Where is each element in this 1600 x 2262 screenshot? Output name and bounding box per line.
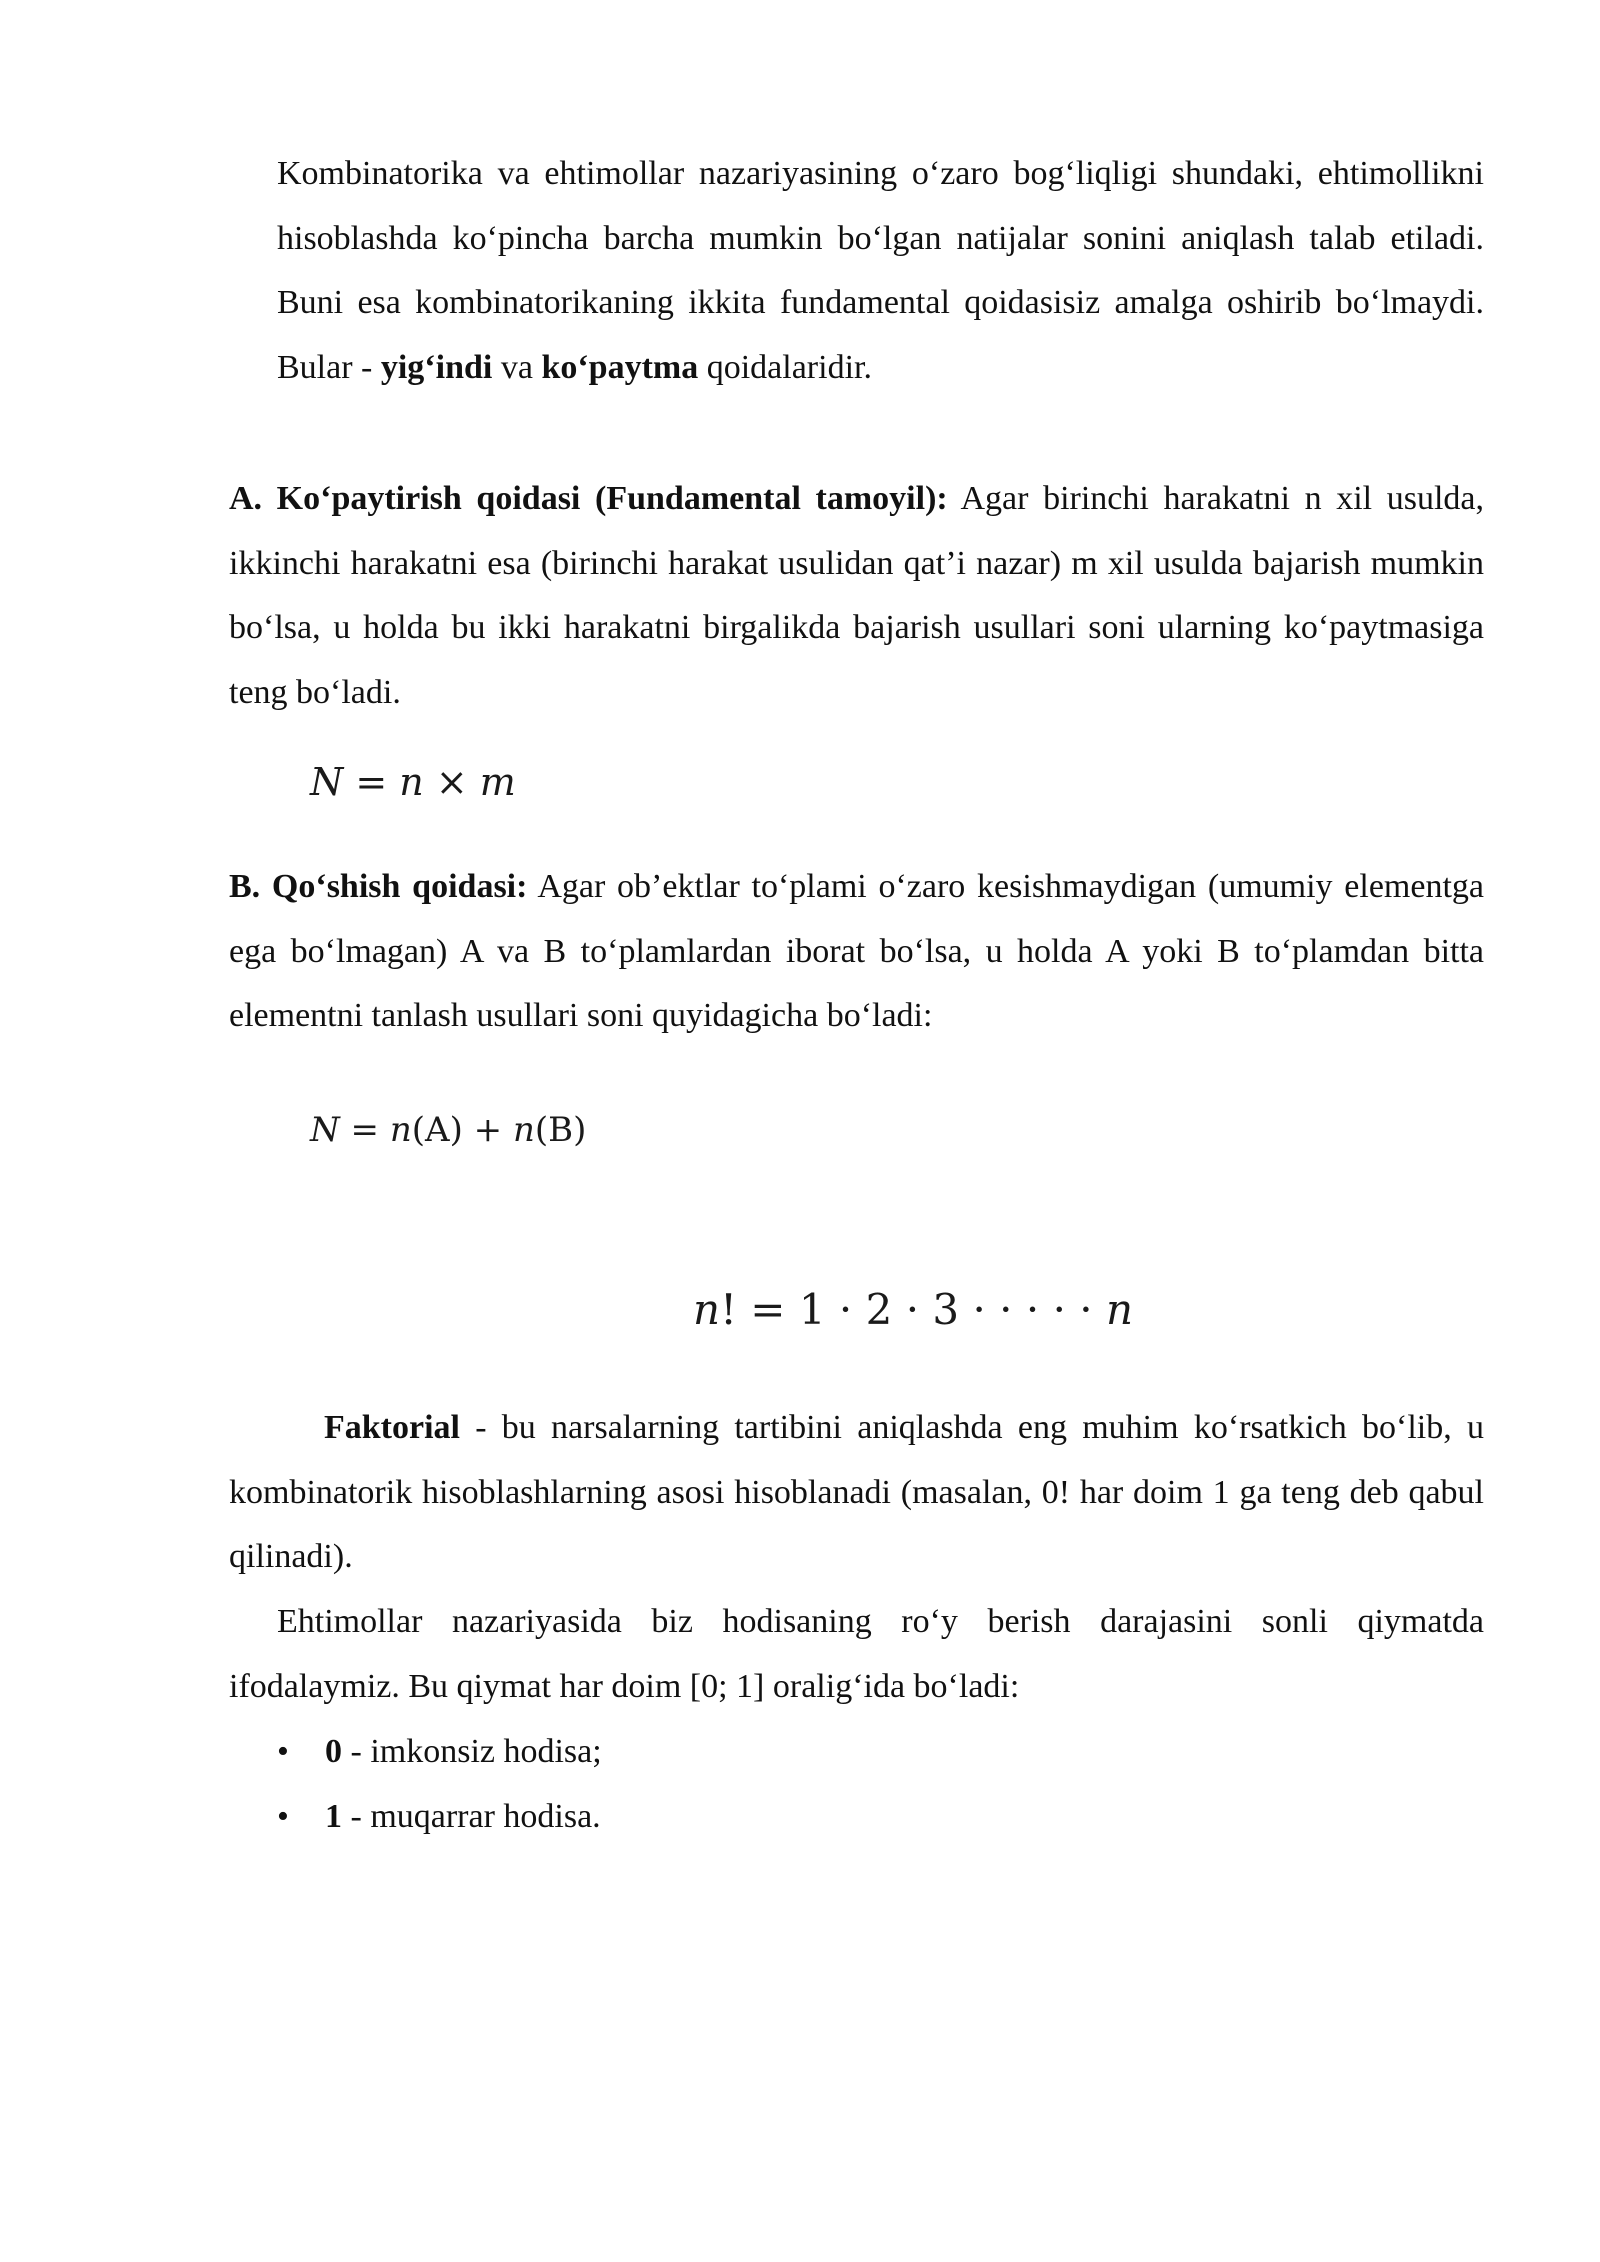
- intro-text-1: Kombinatorika va ehtimollar nazariyasining o‘zaro bog‘liqligi shundaki, ehtimollikni hisoblashda ko‘pincha barcha mumkin bo‘lgan natijalar sonini aniqlash talab etiladi. Buni esa kombinatorikaning ikkita fundamental qoidasisiz amalga oshirib bo‘lmaydi. Bular -: [277, 155, 1484, 386]
- bullet-icon: •: [277, 1733, 289, 1770]
- list-item: [229, 1785, 1484, 1850]
- formula-sum-eq: =: [339, 1110, 390, 1150]
- intro-bold-product: ko‘paytma: [541, 348, 699, 386]
- bullet-text: - muqarrar hodisa.: [342, 1797, 601, 1835]
- intro-text-2: va: [492, 348, 542, 386]
- formula-factorial-body: 1 · 2 · 3 · · · · ·: [798, 1285, 1106, 1334]
- intro-text-3: qoidalaridir.: [698, 348, 872, 386]
- formula-factorial-lhs: n: [693, 1285, 721, 1334]
- section-a-paragraph: [229, 467, 1484, 725]
- bullet-value: 0: [325, 1733, 342, 1770]
- formula-sum-lhs: N: [310, 1110, 340, 1150]
- formula-sum-plus: +: [462, 1110, 513, 1150]
- bullet-value: 1: [325, 1797, 342, 1835]
- formula-factorial: [693, 1285, 1133, 1334]
- section-a-heading: A. Ko‘paytirish qoidasi (Fundamental tamoyil):: [229, 480, 948, 517]
- section-b-heading: B. Qo‘shish qoidasi:: [229, 868, 528, 905]
- probability-bullet-list: [229, 1720, 1484, 1849]
- formula-product-eq: =: [343, 760, 400, 804]
- intro-paragraph: [277, 142, 1484, 400]
- faktorial-paragraph: [229, 1396, 1484, 1590]
- section-b-body: Agar ob’ektlar to‘plami o‘zaro kesishmaydigan (umumiy elementga ega bo‘lmagan) A va B to‘plamlardan iborat bo‘lsa, u holda A yoki B to‘plamdan bitta elementni tanlash usullari soni quyidagicha bo‘ladi:: [229, 868, 1484, 1035]
- probability-text: Ehtimollar nazariyasida biz hodisaning ro‘y berish darajasini sonli qiymatda ifodalaymiz. Bu qiymat har doim [0; 1] oralig‘ida bo‘ladi:: [229, 1603, 1484, 1705]
- formula-product-rule: [310, 760, 516, 804]
- faktorial-body: - bu narsalarning tartibini aniqlashda eng muhim ko‘rsatkich bo‘lib, u kombinatorik hisoblashlarning asosi hisoblanadi (masalan, 0! har doim 1 ga teng deb qabul qilinadi).: [229, 1409, 1484, 1576]
- formula-product-lhs: N: [310, 760, 344, 804]
- formula-sum-n1: n: [389, 1110, 412, 1150]
- formula-factorial-last: n: [1105, 1285, 1134, 1334]
- faktorial-heading: Faktorial: [324, 1409, 460, 1446]
- section-b-paragraph: [229, 855, 1484, 1049]
- intro-bold-sum: yig‘indi: [380, 348, 493, 386]
- formula-sum-rule: [310, 1110, 586, 1150]
- list-item: [229, 1720, 1484, 1785]
- bullet-icon: •: [277, 1797, 289, 1835]
- formula-sum-arg1: (A): [411, 1110, 463, 1150]
- probability-paragraph: [229, 1590, 1484, 1719]
- formula-product-n: n: [399, 760, 424, 804]
- formula-factorial-bang-eq: ! =: [720, 1285, 799, 1334]
- formula-sum-n2: n: [512, 1110, 535, 1150]
- formula-sum-arg2: (B): [534, 1110, 587, 1150]
- formula-product-times: ×: [423, 760, 480, 804]
- formula-product-m: m: [479, 760, 516, 804]
- bullet-text: - imkonsiz hodisa;: [342, 1733, 602, 1770]
- section-a-body: Agar birinchi harakatni n xil usulda, ikkinchi harakatni esa (birinchi harakat usulidan qat’i nazar) m xil usulda bajarish mumkin bo‘lsa, u holda bu ikki harakatni birgalikda bajarish usullari soni ularning ko‘paytmasiga teng bo‘ladi.: [229, 480, 1484, 711]
